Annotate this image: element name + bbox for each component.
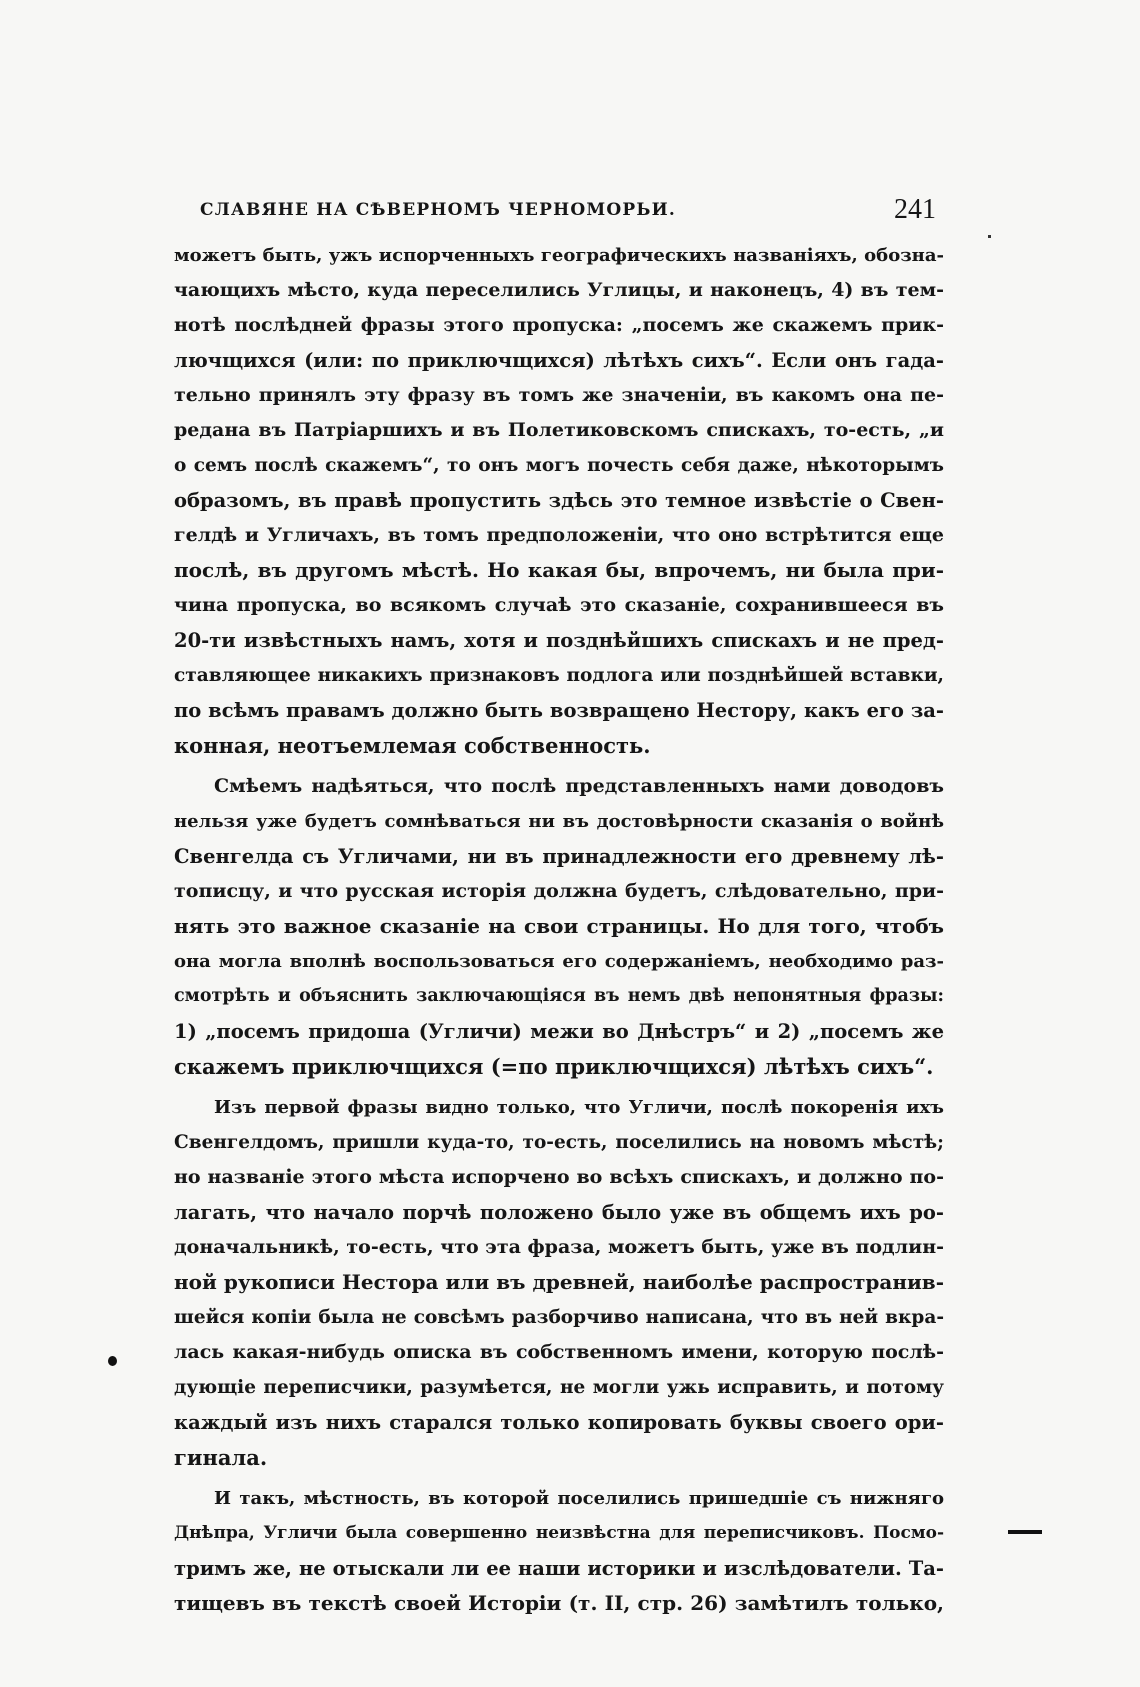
text-line: о семъ послѣ скажемъ“, то онъ могъ почесть себя даже, нѣкоторымъ [174,455,944,476]
text-line: нельзя уже будетъ сомнѣваться ни въ достовѣрности сказанія о войнѣ [174,811,944,832]
text-line: можетъ быть, ужъ испорченныхъ географическихъ названіяхъ, обозна- [174,245,944,266]
text-line: Свенгелда съ Угличами, ни въ принадлежности его древнему лѣ- [174,845,944,868]
text-line: послѣ, въ другомъ мѣстѣ. Но какая бы, впрочемъ, ни была при- [174,558,944,582]
body-text [174,238,944,1621]
text-line: 1) „посемъ придоша (Угличи) межи во Днѣстръ“ и 2) „посемъ же [174,1020,944,1043]
text-line: по всѣмъ правамъ должно быть возвращено Нестору, какъ его за- [174,699,944,722]
text-line: лась какая-нибудь описка въ собственномъ имени, которую послѣ- [174,1341,944,1363]
text-line: Смѣемъ надѣяться, что послѣ представленныхъ нами доводовъ [214,775,944,797]
text-line: ставляющее никакихъ признаковъ подлога или позднѣйшей вставки, [174,665,944,686]
text-line: чающихъ мѣсто, куда переселились Углицы, и наконецъ, 4) въ тем- [174,279,944,301]
text-line: редана въ Патріаршихъ и въ Полетиковскомъ спискахъ, то-есть, „и [174,419,944,441]
text-line: нотѣ послѣдней фразы этого пропуска: „посемъ же скажемъ прик- [174,314,944,336]
text-line: тримъ же, не отыскали ли ее наши историки и изслѣдователи. Та- [174,1557,944,1580]
text-line: каждый изъ нихъ старался только копировать буквы своего ори- [174,1411,944,1434]
text-line: шейся копіи была не совсѣмъ разборчиво написана, что въ ней вкра- [174,1307,944,1328]
running-title: СЛАВЯНЕ НА СѢВЕРНОМЪ ЧЕРНОМОРЬИ. [200,200,676,220]
text-line: чина пропуска, во всякомъ случаѣ это сказаніе, сохранившееся въ [174,594,944,616]
text-line: тищевъ въ текстѣ своей Исторіи (т. II, стр. 26) замѣтилъ только, [174,1591,944,1615]
text-line: но названіе этого мѣста испорчено во всѣхъ спискахъ, и должно по- [174,1166,944,1188]
text-line: скажемъ приключщихся (=по приключщихся) лѣтѣхъ сихъ“. [174,1054,934,1079]
running-head [174,178,944,228]
text-line: Изъ первой фразы видно только, что Угличи, послѣ покоренія ихъ [214,1097,944,1118]
book-page [174,178,944,1621]
text-line: ной рукописи Нестора или въ древней, наиболѣе распространив- [174,1270,944,1294]
text-line: Свенгелдомъ, пришли куда-то, то-есть, поселились на новомъ мѣстѣ; [174,1132,944,1153]
text-line: конная, неотъемлемая собственность. [174,733,651,758]
text-line: доначальникѣ, то-есть, что эта фраза, можетъ быть, уже въ подлин- [174,1236,944,1258]
scan-speck [108,1356,117,1366]
text-line: гинала. [174,1445,268,1470]
text-line: тописцу, и что русская исторія должна будетъ, слѣдовательно, при- [174,880,944,902]
text-line: лючщихся (или: по приключщихся) лѣтѣхъ сихъ“. Если онъ гада- [174,349,944,372]
text-line: смотрѣть и объяснить заключающіяся въ немъ двѣ непонятныя фразы: [174,986,944,1006]
scan-speck [988,235,991,238]
text-line: гелдѣ и Угличахъ, въ томъ предположеніи, что оно встрѣтится еще [174,524,944,546]
text-line: образомъ, въ правѣ пропустить здѣсь это темное извѣстіе о Свен- [174,489,944,512]
text-line: лагать, что начало порчѣ положено было уже въ общемъ ихъ ро- [174,1201,944,1224]
text-line: она могла вполнѣ воспользоваться его содержаніемъ, необходимо раз- [174,951,944,972]
scan-dash-mark [1008,1530,1042,1534]
text-line: нять это важное сказаніе на свои страницы. Но для того, чтобъ [174,914,944,938]
text-line: И такъ, мѣстность, въ которой поселились пришедшіе съ нижняго [214,1488,944,1509]
text-line: дующіе переписчики, разумѣется, не могли ужь исправить, и потому [174,1377,944,1398]
page-number: 241 [894,194,936,225]
text-line: 20-ти извѣстныхъ намъ, хотя и позднѣйшихъ спискахъ и не пред- [174,629,944,652]
text-line: Днѣпра, Угличи была совершенно неизвѣстна для переписчиковъ. Посмо- [174,1523,944,1543]
text-line: тельно принялъ эту фразу въ томъ же значеніи, въ какомъ она пе- [174,384,944,406]
